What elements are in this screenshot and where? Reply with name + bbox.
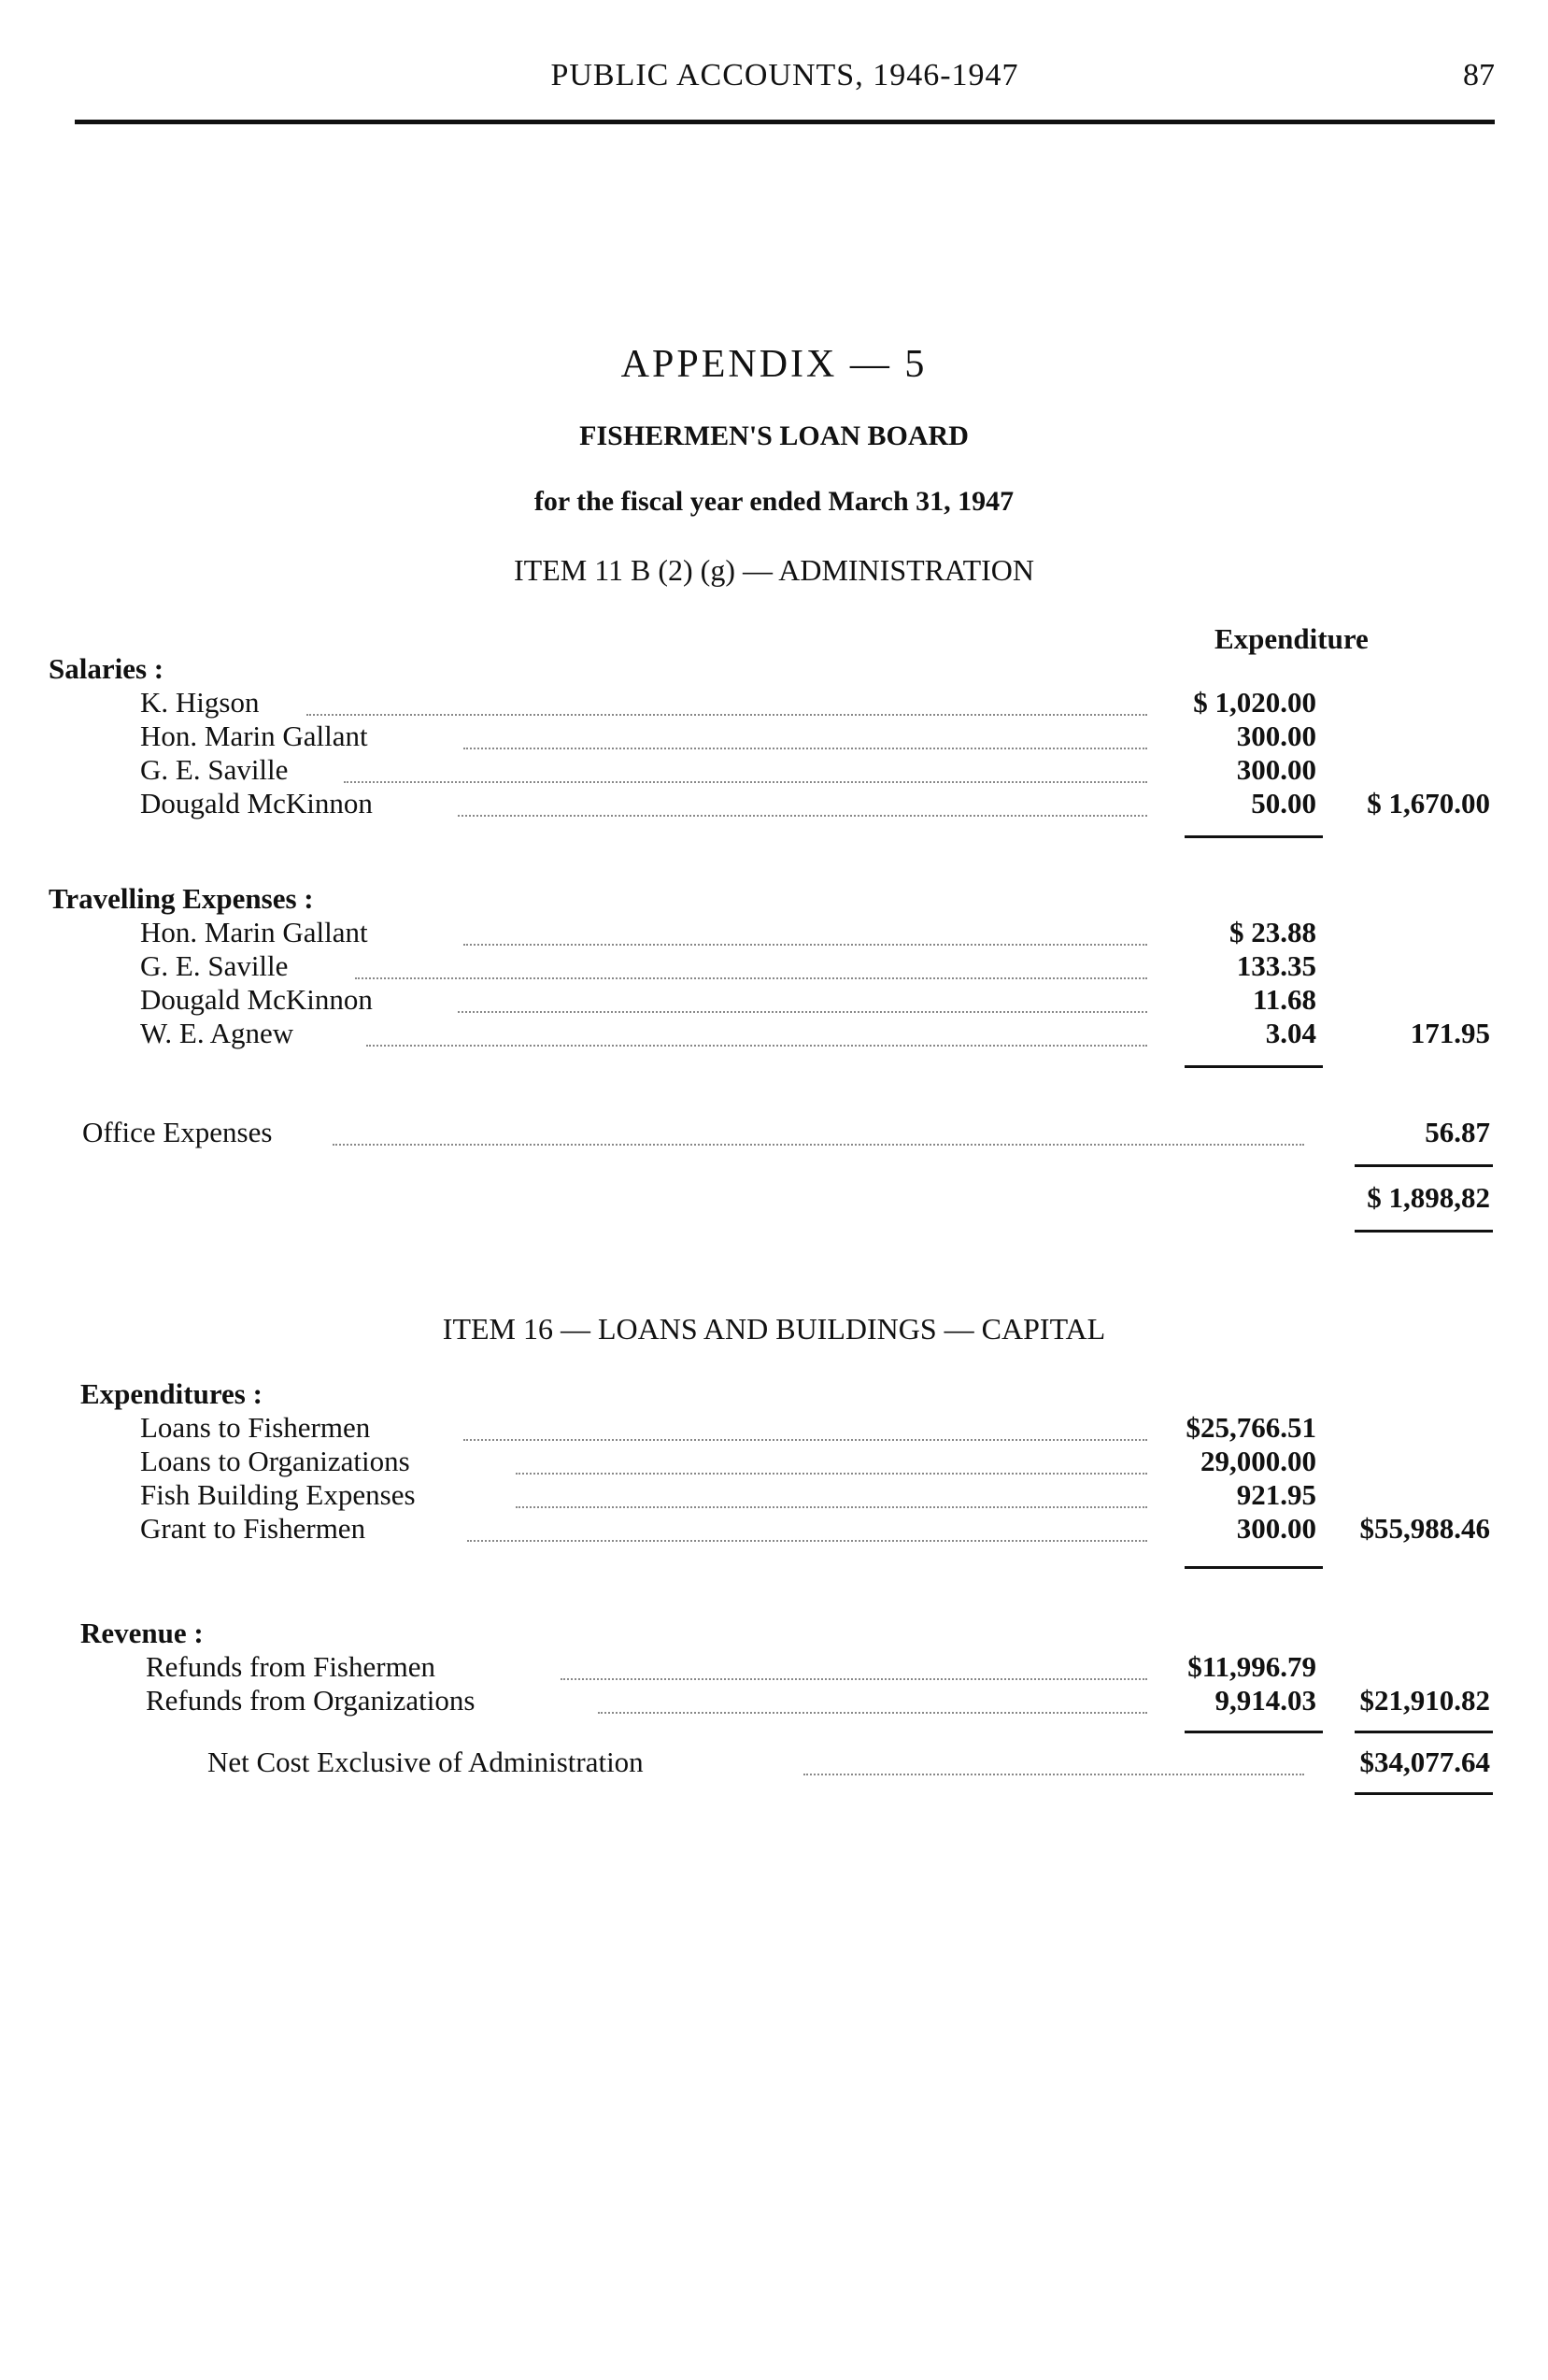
admin-total-row xyxy=(0,1181,1548,1215)
office-label: Office Expenses xyxy=(82,1116,273,1148)
leader-dots xyxy=(803,1751,1304,1775)
subtotal-rule xyxy=(1185,835,1323,838)
table-row xyxy=(0,983,1548,1017)
leader-dots xyxy=(598,1689,1147,1714)
payee-name: K. Higson xyxy=(140,686,260,719)
leader-dots xyxy=(516,1484,1147,1508)
salaries-heading: Salaries : xyxy=(49,652,164,685)
amount: 300.00 xyxy=(1236,1512,1316,1545)
table-row xyxy=(0,1684,1548,1717)
table-row xyxy=(0,1478,1548,1512)
fiscal-year: for the fiscal year ended March 31, 1947 xyxy=(533,486,1015,517)
leader-dots xyxy=(344,759,1147,783)
header-rule xyxy=(75,120,1495,124)
revenue-heading-row xyxy=(0,1617,1548,1650)
total-rule xyxy=(1355,1164,1493,1167)
amount: 133.35 xyxy=(1236,949,1316,982)
page-number: 87 xyxy=(1463,58,1495,93)
expenditures-total: $55,988.46 xyxy=(1359,1512,1490,1545)
amount: $25,766.51 xyxy=(1186,1411,1316,1444)
leader-dots xyxy=(463,1417,1147,1441)
salaries-total: $ 1,670.00 xyxy=(1367,787,1490,819)
table-row xyxy=(0,720,1548,753)
table-row xyxy=(0,787,1548,820)
payee-name: Hon. Marin Gallant xyxy=(140,720,368,752)
travelling-total: 171.95 xyxy=(1410,1017,1490,1049)
subtotal-rule xyxy=(1185,1065,1323,1068)
line-label: Grant to Fishermen xyxy=(140,1512,366,1545)
payee-name: Dougald McKinnon xyxy=(140,983,373,1016)
subtotal-rule xyxy=(1185,1566,1323,1569)
leader-dots xyxy=(458,989,1147,1013)
amount: 50.00 xyxy=(1251,787,1316,819)
table-row xyxy=(0,949,1548,983)
amount: $ 1,020.00 xyxy=(1193,686,1316,719)
amount: 29,000.00 xyxy=(1200,1445,1316,1477)
item-admin-heading: ITEM 11 B (2) (g) — ADMINISTRATION xyxy=(514,553,1034,587)
expenditure-header-row xyxy=(0,622,1548,656)
amount: $ 23.88 xyxy=(1229,916,1316,948)
payee-name: G. E. Saville xyxy=(140,949,289,982)
payee-name: G. E. Saville xyxy=(140,753,289,786)
salaries-heading-row xyxy=(0,652,1548,686)
page-header xyxy=(75,58,1495,114)
table-row xyxy=(0,1017,1548,1050)
table-row xyxy=(0,916,1548,949)
total-rule xyxy=(1355,1230,1493,1233)
office-amount: 56.87 xyxy=(1425,1116,1490,1148)
travelling-heading: Travelling Expenses : xyxy=(49,882,314,915)
leader-dots xyxy=(467,1518,1147,1542)
admin-total: $ 1,898,82 xyxy=(1367,1181,1490,1214)
line-label: Refunds from Fishermen xyxy=(146,1650,435,1683)
amount: 300.00 xyxy=(1236,753,1316,786)
table-row xyxy=(0,1411,1548,1445)
amount: 300.00 xyxy=(1236,720,1316,752)
net-cost-amount: $34,077.64 xyxy=(1359,1746,1490,1778)
amount: 3.04 xyxy=(1265,1017,1316,1049)
expenditures-heading-row xyxy=(0,1377,1548,1411)
amount: $11,996.79 xyxy=(1187,1650,1316,1683)
travelling-heading-row xyxy=(0,882,1548,916)
total-rule xyxy=(1355,1731,1493,1733)
table-row xyxy=(0,1650,1548,1684)
amount: 11.68 xyxy=(1252,983,1316,1016)
table-row xyxy=(0,1512,1548,1546)
office-row xyxy=(0,1116,1548,1149)
table-row xyxy=(0,1445,1548,1478)
total-rule xyxy=(1355,1792,1493,1795)
net-cost-row xyxy=(0,1746,1548,1779)
table-row xyxy=(0,686,1548,720)
expenditures-heading: Expenditures : xyxy=(80,1377,263,1410)
expenditure-header: Expenditure xyxy=(1214,622,1369,655)
leader-dots xyxy=(333,1121,1304,1146)
net-cost-label: Net Cost Exclusive of Administration xyxy=(207,1746,644,1778)
line-label: Loans to Fishermen xyxy=(140,1411,371,1444)
amount: 9,914.03 xyxy=(1214,1684,1316,1717)
payee-name: Dougald McKinnon xyxy=(140,787,373,819)
board-name: FISHERMEN'S LOAN BOARD xyxy=(579,420,969,451)
payee-name: Hon. Marin Gallant xyxy=(140,916,368,948)
leader-dots xyxy=(463,921,1147,946)
running-title: PUBLIC ACCOUNTS, 1946-1947 xyxy=(550,58,1019,93)
leader-dots xyxy=(458,792,1147,817)
line-label: Refunds from Organizations xyxy=(146,1684,476,1717)
leader-dots xyxy=(355,955,1147,979)
leader-dots xyxy=(306,691,1147,716)
amount: 921.95 xyxy=(1236,1478,1316,1511)
leader-dots xyxy=(366,1022,1147,1047)
revenue-total: $21,910.82 xyxy=(1359,1684,1490,1717)
revenue-heading: Revenue : xyxy=(80,1617,204,1649)
line-label: Fish Building Expenses xyxy=(140,1478,416,1511)
subtotal-rule xyxy=(1185,1731,1323,1733)
item-capital-heading: ITEM 16 — LOANS AND BUILDINGS — CAPITAL xyxy=(442,1312,1106,1346)
leader-dots xyxy=(561,1656,1147,1680)
table-row xyxy=(0,753,1548,787)
leader-dots xyxy=(463,725,1147,749)
leader-dots xyxy=(516,1450,1147,1475)
line-label: Loans to Organizations xyxy=(140,1445,410,1477)
appendix-title: APPENDIX — 5 xyxy=(620,343,928,386)
payee-name: W. E. Agnew xyxy=(140,1017,294,1049)
